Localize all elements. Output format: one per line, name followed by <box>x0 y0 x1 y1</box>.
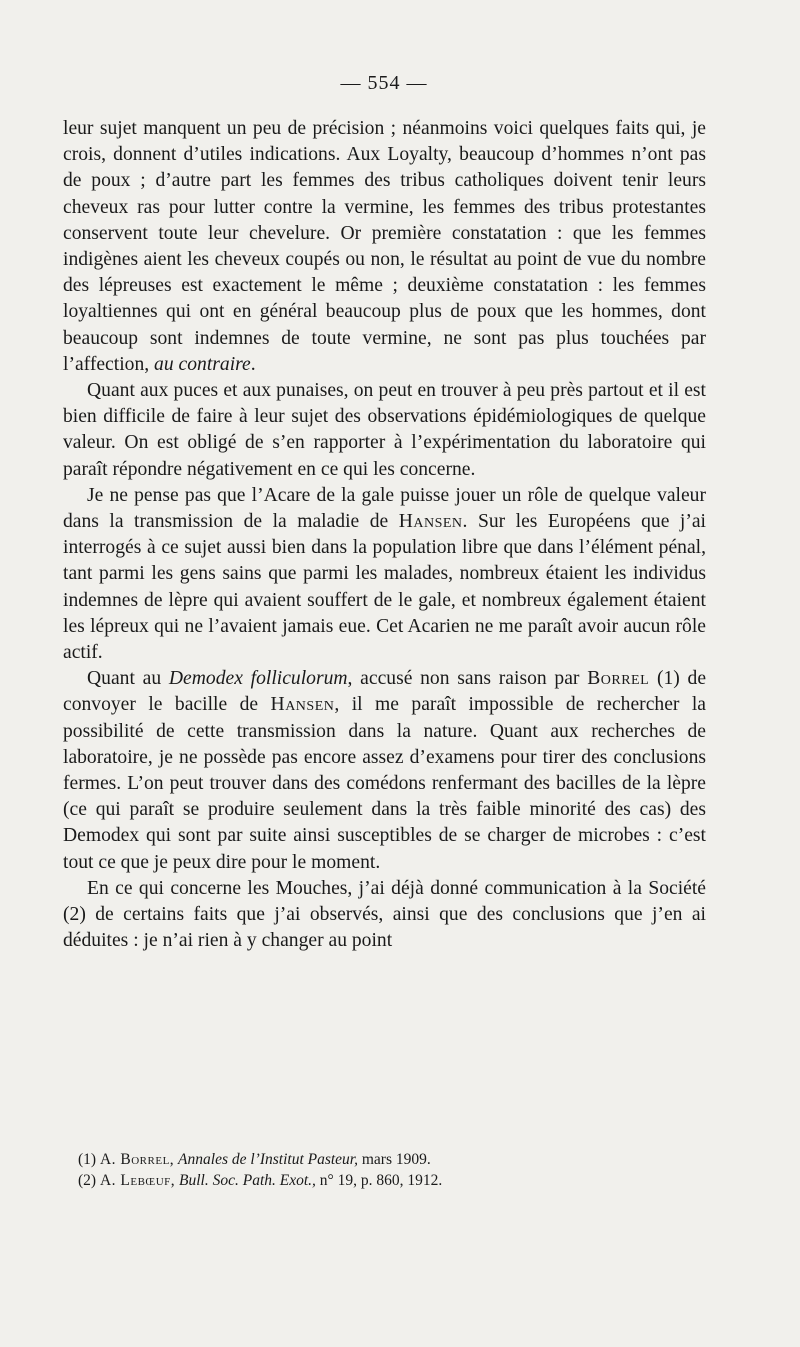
paragraph-3-hansen: Hansen <box>398 511 463 533</box>
paragraph-4-text-d: , il me paraît impossible de rechercher la possibilité de cette transmission dans la nature. Quant aux recherches de laboratoire, je ne possède pas encore assez d’examens pour tirer des conclusions fermes. L’on peut trouver dans des comédons renfermant des bacilles de la lèpre (ce qui paraît se produire seulement dans la très faible minorité des cas) des Demodex qui sont par suite ainsi susceptibles de se charger de microbes : c’est tout ce que je peux dire pour le moment. <box>63 694 707 873</box>
paragraph-4-text-c: (1) de convoyer le bacille de <box>63 668 707 716</box>
footnote-2-author: A. Lebœuf, <box>99 1172 176 1189</box>
paragraph-2: Quant aux puces et aux punaises, on peut en trouver à peu près partout et il est bien difficile de faire à leur sujet des observations épidémiologiques de quelque valeur. On est obligé de s’en rapporter à l’expérimentation du laboratoire qui paraît répondre négativement en ce qui les concerne. <box>63 380 706 480</box>
paragraph-3-text-b: . Sur les Européens que j’ai interrogés à ce sujet aussi bien dans la population libre que dans l’élément pénal, tant parmi les gens sains que parmi les malades, nombreux étaient les individus indemnes de lèpre qui avaient souffert de le gale, et nombreux également étaient les lépreux qui ne l’avaient jamais eue. Cet Acarien ne me paraît avoir aucun rôle actif. <box>63 511 706 664</box>
paragraph-4-hansen: Hansen <box>270 694 335 716</box>
footnote-1-author: A. Borrel, <box>99 1151 175 1168</box>
paragraph-1 <box>63 116 706 378</box>
footnote-1 <box>78 1149 718 1170</box>
paragraph-4-borrel: Borrel <box>587 668 650 690</box>
paragraph-5: En ce qui concerne les Mouches, j’ai déjà donné communication à la Société (2) de certains faits que j’ai observés, ainsi que des conclusions que j’en ai déduites : je n’ai rien à y changer au point <box>63 877 706 952</box>
footnote-1-title: Annales de l’Institut Pasteur, <box>178 1151 358 1168</box>
footnote-2-title: Bull. Soc. Path. Exot., <box>179 1172 316 1189</box>
footnote-2 <box>78 1170 718 1191</box>
body-text <box>63 116 706 955</box>
footnote-2-rest: n° 19, p. 860, 1912. <box>319 1172 443 1189</box>
footnote-1-marker: (1) <box>78 1151 97 1168</box>
paragraph-1-text: leur sujet manquent un peu de précision ; néanmoins voici quelques faits qui, je crois, donnent d’utiles indications. Aux Loyalty, beaucoup d’hommes n’ont pas de poux ; d’autre part les femmes des tribus catholiques doivent tenir leurs cheveux ras pour lutter contre la vermine, les femmes des tribus protestantes conservent toute leur chevelure. Or première constatation : que les femmes indigènes aient les cheveux coupés ou non, le résultat au point de vue du nombre des lépreuses est exactement le même ; deuxième constatation : les femmes loyaltiennes qui ont en général beaucoup plus de poux que les hommes, dont beaucoup sont indemnes de toute vermine, ne sont pas plus touchées par l’affection, <box>63 118 706 375</box>
footnote-1-rest: mars 1909. <box>361 1151 431 1168</box>
paragraph-4-italic: Demodex folliculorum <box>168 668 348 690</box>
page-number: — 554 — <box>340 72 428 94</box>
footnote-2-marker: (2) <box>78 1172 97 1189</box>
paragraph-1-end: . <box>250 353 256 375</box>
paragraph-3 <box>63 483 706 666</box>
paragraph-4-text-a: Quant au <box>87 668 162 690</box>
footnotes <box>78 1149 718 1191</box>
paragraph-1-italic: au contraire <box>154 353 251 375</box>
paragraph-4 <box>63 666 706 876</box>
paragraph-4-text-b: , accusé non sans raison par <box>347 668 580 690</box>
paragraph-3-text-a: Je ne pense pas que l’Acare de la gale puisse jouer un rôle de quelque valeur dans la transmission de la maladie de <box>63 484 706 533</box>
